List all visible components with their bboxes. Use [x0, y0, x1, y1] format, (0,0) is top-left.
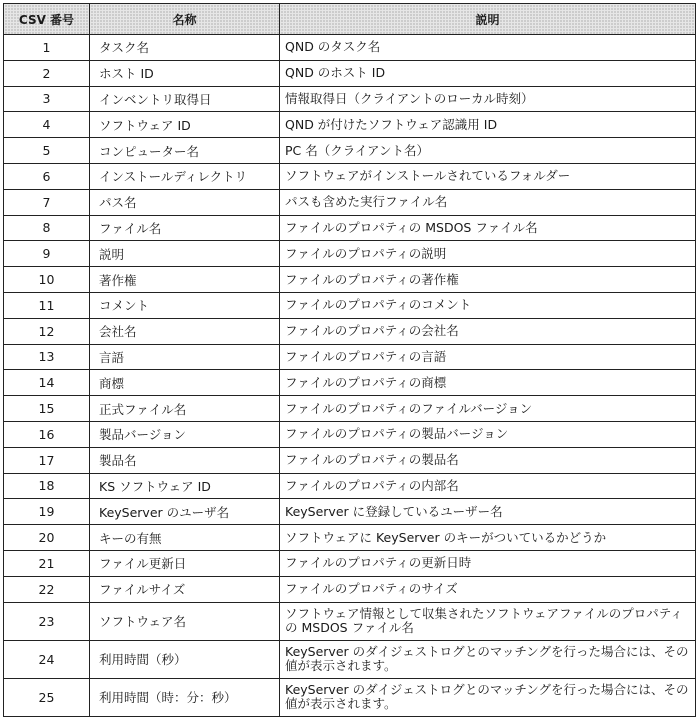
row-description-cell: ファイルのプロパティの著作権 [280, 267, 696, 293]
row-number-cell: 3 [4, 86, 90, 112]
row-number-cell: 14 [4, 370, 90, 396]
row-description-cell: 情報取得日（クライアントのローカル時刻） [280, 86, 696, 112]
row-number-cell: 22 [4, 576, 90, 602]
row-description-cell: ファイルのプロパティの言語 [280, 344, 696, 370]
row-name-cell: ホスト ID [90, 60, 280, 86]
row-name-cell: インベントリ取得日 [90, 86, 280, 112]
row-description-cell: ファイルのプロパティの更新日時 [280, 550, 696, 576]
row-description-cell: ファイルのプロパティのコメント [280, 292, 696, 318]
table-row [4, 370, 696, 396]
row-description-cell: ファイルのプロパティのファイルバージョン [280, 396, 696, 422]
table-row [4, 189, 696, 215]
row-description-cell: ファイルのプロパティの商標 [280, 370, 696, 396]
row-name-cell: 製品名 [90, 447, 280, 473]
row-name-cell: ソフトウェア名 [90, 602, 280, 640]
table-row [4, 318, 696, 344]
row-number-cell: 16 [4, 421, 90, 447]
row-name-cell: 正式ファイル名 [90, 396, 280, 422]
row-name-cell: 利用時間（秒） [90, 640, 280, 678]
table-row [4, 35, 696, 61]
row-number-cell: 24 [4, 640, 90, 678]
row-number-cell: 19 [4, 499, 90, 525]
table-row [4, 344, 696, 370]
row-number-cell: 8 [4, 215, 90, 241]
table-row [4, 525, 696, 551]
table-row [4, 678, 696, 716]
row-name-cell: ファイルサイズ [90, 576, 280, 602]
row-name-cell: 言語 [90, 344, 280, 370]
row-number-cell: 25 [4, 678, 90, 716]
row-number-cell: 1 [4, 35, 90, 61]
row-name-cell: 利用時間（時：分：秒） [90, 678, 280, 716]
row-name-cell: 説明 [90, 241, 280, 267]
row-name-cell: パス名 [90, 189, 280, 215]
row-description-cell: KeyServer に登録しているユーザー名 [280, 499, 696, 525]
table-row [4, 112, 696, 138]
row-description-cell: ファイルのプロパティの製品バージョン [280, 421, 696, 447]
row-description-cell: ソフトウェアがインストールされているフォルダー [280, 163, 696, 189]
row-name-cell: ファイル名 [90, 215, 280, 241]
table-row [4, 499, 696, 525]
row-number-cell: 15 [4, 396, 90, 422]
row-name-cell: コンピューター名 [90, 138, 280, 164]
row-description-cell: ソフトウェアに KeyServer のキーがついているかどうか [280, 525, 696, 551]
row-name-cell: ソフトウェア ID [90, 112, 280, 138]
row-number-cell: 5 [4, 138, 90, 164]
row-name-cell: KS ソフトウェア ID [90, 473, 280, 499]
row-number-cell: 12 [4, 318, 90, 344]
table-body [4, 35, 696, 717]
row-number-cell: 7 [4, 189, 90, 215]
row-name-cell: ファイル更新日 [90, 550, 280, 576]
table-row [4, 473, 696, 499]
row-name-cell: 製品バージョン [90, 421, 280, 447]
row-description-cell: ファイルのプロパティのサイズ [280, 576, 696, 602]
row-name-cell: KeyServer のユーザ名 [90, 499, 280, 525]
row-description-cell: ファイルのプロパティの製品名 [280, 447, 696, 473]
row-description-cell: KeyServer のダイジェストログとのマッチングを行った場合には、その値が表示されます。 [280, 640, 696, 678]
row-description-cell: QND のタスク名 [280, 35, 696, 61]
table-row [4, 421, 696, 447]
table-row [4, 396, 696, 422]
row-name-cell: キーの有無 [90, 525, 280, 551]
header-csv-number: CSV 番号 [4, 4, 90, 35]
row-number-cell: 2 [4, 60, 90, 86]
table-row [4, 163, 696, 189]
row-number-cell: 23 [4, 602, 90, 640]
row-description-cell: QND のホスト ID [280, 60, 696, 86]
row-number-cell: 11 [4, 292, 90, 318]
row-number-cell: 18 [4, 473, 90, 499]
row-description-cell: ソフトウェア情報として収集されたソフトウェアファイルのプロパティの MSDOS ファイル名 [280, 602, 696, 640]
header-row [4, 4, 696, 35]
row-name-cell: タスク名 [90, 35, 280, 61]
table-row [4, 267, 696, 293]
row-description-cell: パスも含めた実行ファイル名 [280, 189, 696, 215]
table-row [4, 550, 696, 576]
row-description-cell: ファイルのプロパティの説明 [280, 241, 696, 267]
row-number-cell: 4 [4, 112, 90, 138]
row-number-cell: 9 [4, 241, 90, 267]
row-number-cell: 6 [4, 163, 90, 189]
table-row [4, 602, 696, 640]
row-description-cell: QND が付けたソフトウェア認識用 ID [280, 112, 696, 138]
row-number-cell: 17 [4, 447, 90, 473]
row-number-cell: 21 [4, 550, 90, 576]
table-row [4, 60, 696, 86]
row-name-cell: インストールディレクトリ [90, 163, 280, 189]
row-description-cell: ファイルのプロパティの会社名 [280, 318, 696, 344]
row-description-cell: PC 名（クライアント名） [280, 138, 696, 164]
row-number-cell: 13 [4, 344, 90, 370]
table-row [4, 215, 696, 241]
header-description: 説明 [280, 4, 696, 35]
table-row [4, 640, 696, 678]
row-description-cell: ファイルのプロパティの MSDOS ファイル名 [280, 215, 696, 241]
csv-field-table [3, 3, 696, 717]
table-row [4, 86, 696, 112]
row-description-cell: ファイルのプロパティの内部名 [280, 473, 696, 499]
table-row [4, 576, 696, 602]
row-number-cell: 10 [4, 267, 90, 293]
row-name-cell: 会社名 [90, 318, 280, 344]
row-number-cell: 20 [4, 525, 90, 551]
row-name-cell: 著作権 [90, 267, 280, 293]
header-name: 名称 [90, 4, 280, 35]
table-header [4, 4, 696, 35]
table-row [4, 241, 696, 267]
table-row [4, 292, 696, 318]
table-row [4, 447, 696, 473]
row-description-cell: KeyServer のダイジェストログとのマッチングを行った場合には、その値が表示されます。 [280, 678, 696, 716]
row-name-cell: 商標 [90, 370, 280, 396]
table-row [4, 138, 696, 164]
row-name-cell: コメント [90, 292, 280, 318]
